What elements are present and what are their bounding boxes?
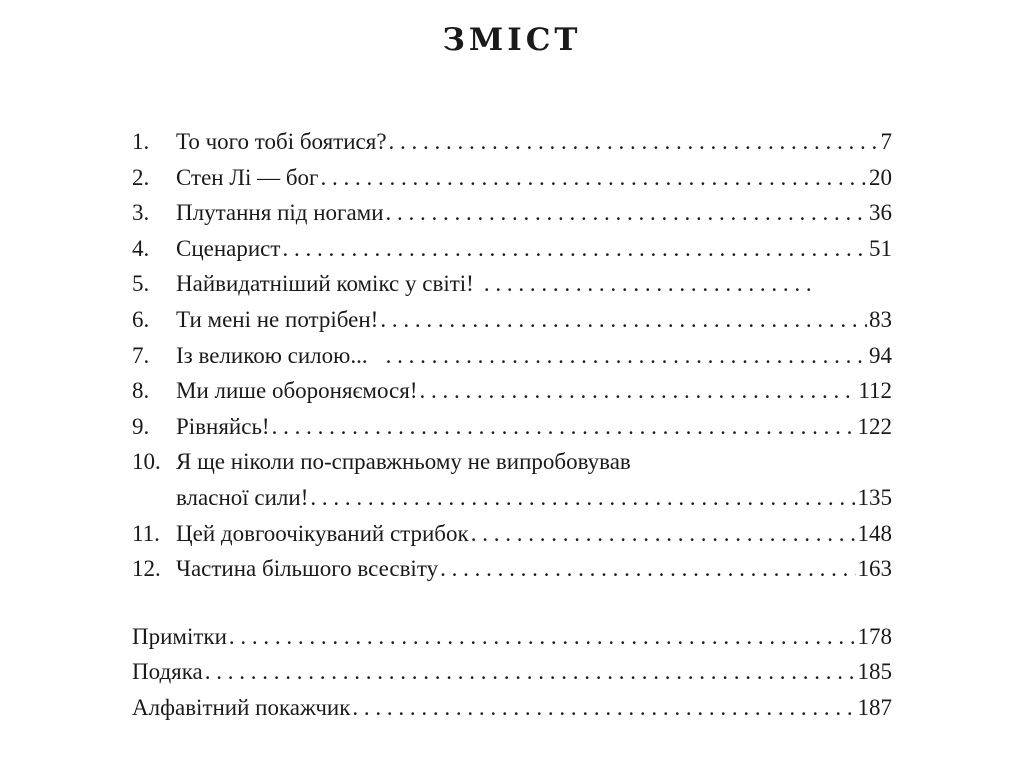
chapter-number: 12. <box>132 556 161 582</box>
toc-entry-acknowledgements[interactable] <box>132 654 892 690</box>
chapter-number: 8. <box>132 378 150 404</box>
page-number: 122 <box>857 413 892 439</box>
chapter-title: Стен Лі — бог <box>176 164 319 190</box>
chapter-number: 6. <box>132 306 150 332</box>
page-number: 135 <box>857 484 892 510</box>
dot-leader <box>310 480 855 515</box>
page-number: 36 <box>869 200 892 226</box>
dot-leader <box>386 195 867 230</box>
dot-leader <box>420 373 857 408</box>
chapter-title: Рівняйсь! <box>176 413 270 439</box>
toc-entry-notes[interactable] <box>132 619 892 655</box>
dot-leader <box>272 409 856 444</box>
page-number: 148 <box>857 520 892 546</box>
dot-leader <box>440 551 855 586</box>
chapter-number: 10. <box>132 449 161 475</box>
page-number: 178 <box>857 623 892 649</box>
chapter-number: 2. <box>132 164 150 190</box>
dot-leader <box>205 654 856 689</box>
dot-leader <box>282 231 867 266</box>
chapter-number: 7. <box>132 342 150 368</box>
chapter-number: 1. <box>132 129 150 154</box>
chapter-title: Сценарист <box>176 235 281 261</box>
page-number: 187 <box>857 694 892 720</box>
toc-entry-5[interactable] <box>132 266 892 302</box>
toc-entry-9[interactable] <box>132 409 892 445</box>
table-of-contents <box>132 124 892 726</box>
toc-entry-index[interactable] <box>132 690 892 726</box>
back-matter-title: Подяка <box>132 659 203 685</box>
page-number: 94 <box>869 342 892 368</box>
page-title: ЗМІСТ <box>442 22 582 58</box>
page-number: 51 <box>869 235 892 261</box>
dot-leader <box>471 516 856 551</box>
dot-leader <box>389 124 879 159</box>
chapter-title-line-2: власної сили! <box>176 484 309 510</box>
page-number: 112 <box>858 378 892 404</box>
page-number: 83 <box>869 306 892 332</box>
chapter-title-line-1: Я ще ніколи по-справжньому не випробовував <box>176 449 631 475</box>
chapter-title: Частина більшого всесвіту <box>176 556 439 582</box>
page-number: 185 <box>857 659 892 685</box>
toc-entry-2[interactable] <box>132 160 892 196</box>
dot-leader <box>352 690 855 725</box>
back-matter-title: Примітки <box>132 623 227 649</box>
toc-entry-10[interactable] <box>132 444 892 515</box>
dot-leader <box>484 266 814 301</box>
toc-entry-1[interactable] <box>132 124 892 160</box>
dot-leader <box>320 160 867 195</box>
chapter-number: 11. <box>132 520 160 546</box>
toc-entry-8[interactable] <box>132 373 892 409</box>
toc-entry-6[interactable] <box>132 302 892 338</box>
chapter-number: 9. <box>132 413 150 439</box>
chapter-title: Найвидатніший комікс у світі! <box>176 271 474 297</box>
toc-entry-4[interactable] <box>132 231 892 267</box>
chapter-title: Із великою силою... <box>176 342 368 368</box>
chapter-title: То чого тобі боятися? <box>176 129 387 154</box>
page-number: 7 <box>880 129 892 154</box>
dot-leader <box>386 338 867 373</box>
back-matter-title: Алфавітний покажчик <box>132 694 351 720</box>
toc-entry-7[interactable] <box>132 338 892 374</box>
chapter-title: Ти мені не потрібен! <box>176 306 379 332</box>
chapter-title: Плутання під ногами <box>176 200 384 226</box>
toc-entry-12[interactable] <box>132 551 892 587</box>
page-number: 163 <box>857 556 892 582</box>
chapter-title: Цей довгоочікуваний стрибок <box>176 520 469 546</box>
dot-leader <box>380 302 867 337</box>
chapter-number: 3. <box>132 200 150 226</box>
toc-entry-3[interactable] <box>132 195 892 231</box>
chapter-title: Ми лише обороняємося! <box>176 378 418 404</box>
dot-leader <box>229 619 856 654</box>
chapter-number: 4. <box>132 235 150 261</box>
chapter-number: 5. <box>132 271 150 297</box>
toc-entry-11[interactable] <box>132 516 892 552</box>
page-number: 20 <box>869 164 892 190</box>
